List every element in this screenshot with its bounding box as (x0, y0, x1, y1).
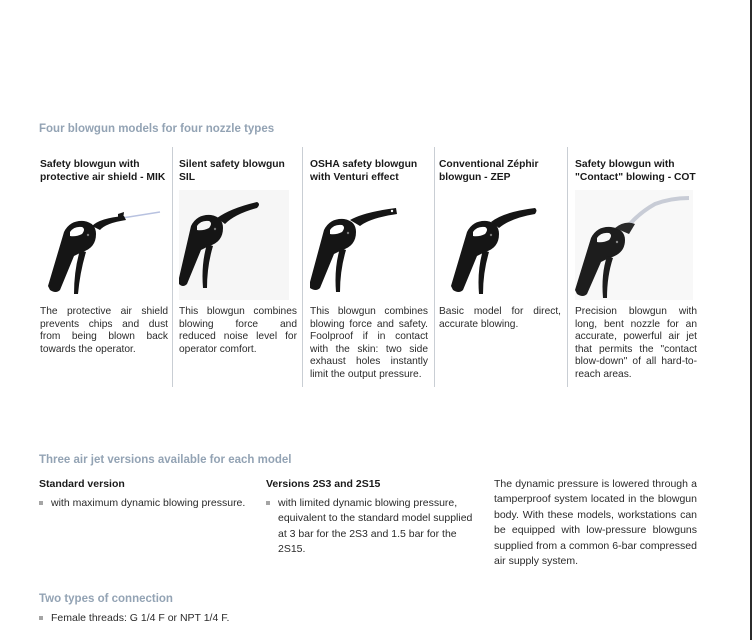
blowgun-osha-icon (310, 190, 428, 300)
column-divider (567, 147, 568, 387)
limited-version-bullet (266, 496, 478, 558)
blowgun-sil-icon (179, 190, 297, 300)
bullet-text: Female threads: G 1/4 F or NPT 1/4 F. (51, 612, 230, 624)
bullet-text: with limited dynamic blowing pressure, equivalent to the standard model supplied at 3 bar for the 2S3 and 1.5 bar for the 2S15. (278, 497, 473, 556)
connection-bullet (39, 611, 351, 626)
model-description: Precision blowgun with long, bent nozzle for an accurate, powerful air jet that permits the "contact blow-down" of all hard-to-reach areas. (575, 306, 697, 380)
column-divider (172, 147, 173, 387)
model-title: Safety blowgun with protective air shield - MIK (40, 159, 166, 183)
bullet-text: with maximum dynamic blowing pressure. (51, 497, 246, 509)
standard-version-heading: Standard version (39, 478, 125, 490)
model-description: The protective air shield prevents chips and dust from being blown back towards the operator. (40, 306, 168, 355)
bullet-icon (266, 501, 270, 505)
column-divider (434, 147, 435, 387)
limited-version-heading: Versions 2S3 and 2S15 (266, 478, 381, 490)
model-title: Safety blowgun with "Contact" blowing - COT (575, 159, 696, 183)
bullet-icon (39, 501, 43, 505)
model-title: OSHA safety blowgun with Venturi effect (310, 159, 418, 183)
models-section-title: Four blowgun models for four nozzle types (39, 123, 275, 135)
model-card-mik (40, 158, 168, 356)
standard-version-bullet (39, 496, 251, 511)
model-description: This blowgun combines blowing force and safety. Foolproof if in contact with the skin: two side exhaust holes instantly limit the output pressure. (310, 306, 428, 380)
blowgun-cot-icon (575, 190, 697, 300)
blowgun-zep-icon (439, 190, 561, 300)
model-description: Basic model for direct, accurate blowing. (439, 306, 561, 330)
model-card-sil (179, 158, 297, 356)
column-divider (302, 147, 303, 387)
bullet-icon (39, 616, 43, 620)
page-edge-border (750, 0, 752, 640)
model-card-osha (310, 158, 428, 382)
connection-section-title: Two types of connection (39, 593, 173, 605)
model-card-zep (439, 158, 561, 331)
versions-section-title: Three air jet versions available for each model (39, 454, 292, 466)
model-description: This blowgun combines blowing force and reduced noise level for operator comfort. (179, 306, 297, 355)
blowgun-mik-icon (40, 190, 168, 300)
model-title: Conventional Zéphir blowgun - ZEP (439, 159, 539, 183)
pressure-note: The dynamic pressure is lowered through a tamperproof system located in the blowgun body. With these models, workstations can be equipped with low-pressure blowguns supplied from a common 6-bar compressed air supply system. (494, 478, 697, 568)
model-card-cot (575, 158, 697, 382)
model-title: Silent safety blowgun SIL (179, 159, 285, 183)
